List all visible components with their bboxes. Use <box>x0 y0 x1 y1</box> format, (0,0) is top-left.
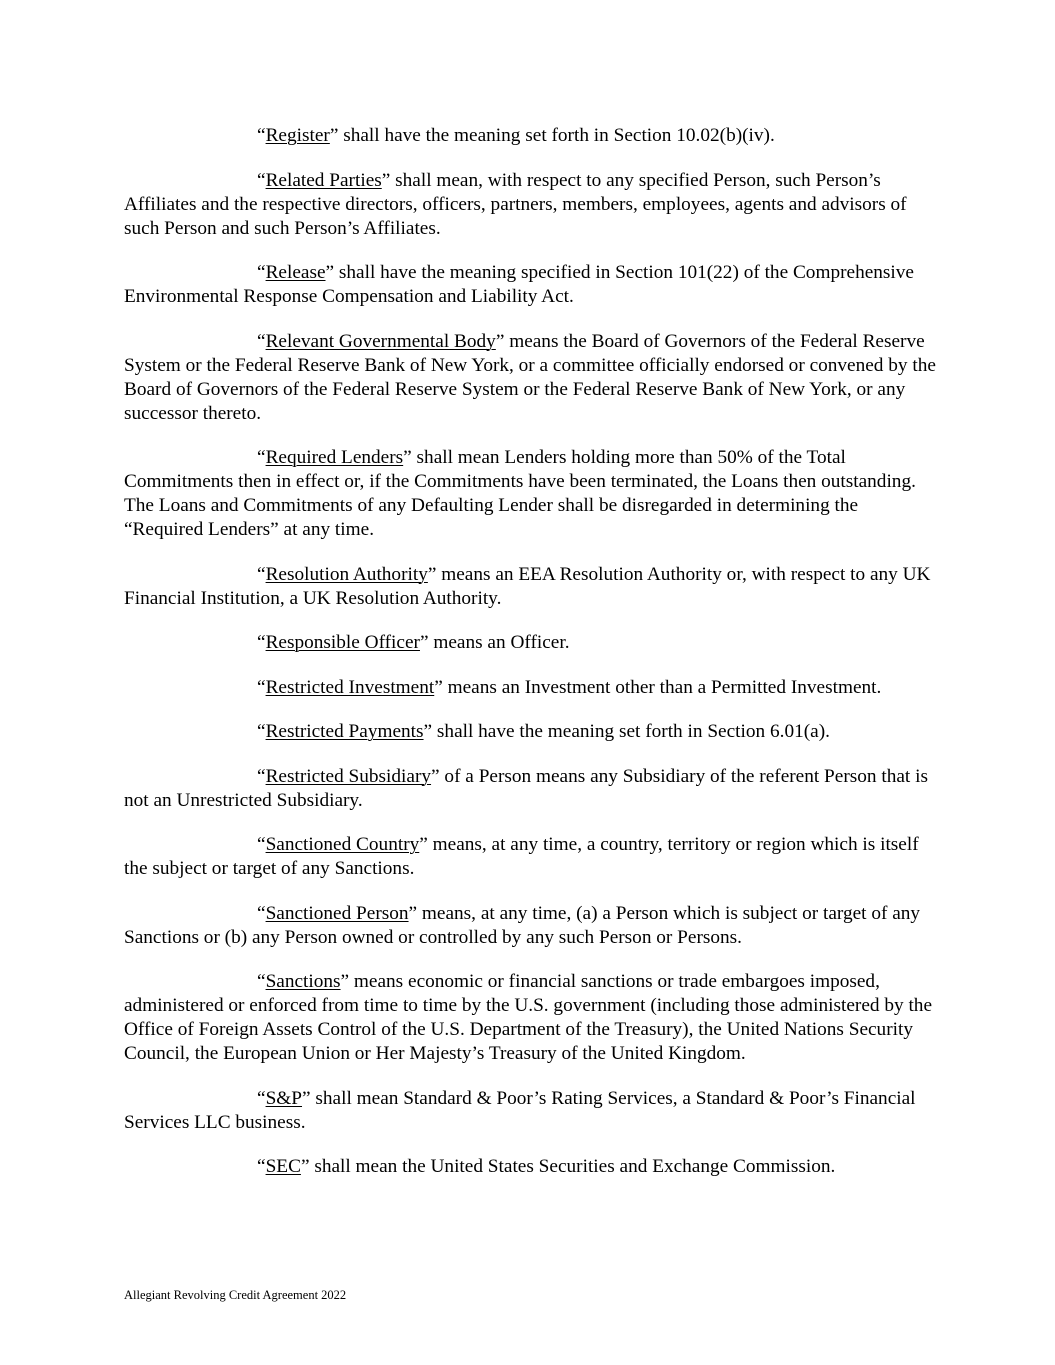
term-register: Register <box>265 125 330 146</box>
definition-text: means an EEA Resolution Authority or, with respect to any UK Financial Institution, a UK Resolution Authority. <box>124 563 931 609</box>
definition-text: means economic or financial sanctions or trade embargoes imposed, administered or enforced from time to time by the U.S. government (including those administered by the Office of Foreign Assets Control of the U.S. Department of the Treasury), the United Nations Security Council, the European Union or Her Majesty’s Treasury of the United Kingdom. <box>124 971 933 1064</box>
term-restricted-subsidiary: Restricted Subsidiary <box>265 765 432 787</box>
definition-text: shall mean Lenders holding more than 50% of the Total Commitments then in effect or, if the Commitments have been terminated, the Loans then outstanding. The Loans and Commitments of any Defaulting Lender shall be disregarded in determining the “Required Lenders” at any time. <box>124 447 916 540</box>
definition-text: shall have the meaning specified in Section 101(22) of the Comprehensive Environmental Response Compensation and Liability Act. <box>124 262 914 307</box>
term-release: Release <box>265 262 326 283</box>
definitions-list <box>124 124 936 1200</box>
term-required-lenders: Required Lenders <box>265 447 404 468</box>
definition-text: shall have the meaning set forth in Section 6.01(a). <box>432 721 830 742</box>
definition-restricted-investment: “Restricted Investment” means an Investment other than a Permitted Investment. <box>257 676 882 698</box>
definition-text: shall mean Standard & Poor’s Rating Services, a Standard & Poor’s Financial Services LLC business. <box>124 1087 916 1133</box>
definition-text: shall mean the United States Securities and Exchange Commission. <box>309 1156 836 1177</box>
definition-text: shall mean, with respect to any specified Person, such Person’s Affiliates and the respective directors, officers, partners, members, employees, agents and advisors of such Person and such Person’s Affiliates. <box>124 169 907 239</box>
definition-related-parties: “Related Parties” shall mean, with respect to any specified Person, such Person’s Affiliates and the respective directors, officers, partners, members, employees, agents and advisors of such Person and such Person’s Affiliates. <box>124 169 907 239</box>
term-resolution-authority: Resolution Authority <box>265 563 428 585</box>
definition-release: “Release” shall have the meaning specified in Section 101(22) of the Comprehensive Environmental Response Compensation and Liability Act. <box>124 262 914 307</box>
definition-text: shall have the meaning set forth in Section 10.02(b)(iv). <box>338 125 775 146</box>
definition-sanctions: “Sanctions” means economic or financial sanctions or trade embargoes imposed, administered or enforced from time to time by the U.S. government (including those administered by the Office of Foreign Assets Control of the U.S. Department of the Treasury), the United Nations Security Council, the European Union or Her Majesty’s Treasury of the United Kingdom. <box>124 971 933 1064</box>
definition-restricted-subsidiary: “Restricted Subsidiary” of a Person means any Subsidiary of the referent Person that is not an Unrestricted Subsidiary. <box>124 765 928 811</box>
term-relevant-governmental-body: Relevant Governmental Body <box>265 330 496 352</box>
definition-required-lenders: “Required Lenders” shall mean Lenders holding more than 50% of the Total Commitments then in effect or, if the Commitments have been terminated, the Loans then outstanding. The Loans and Commitments of any Defaulting Lender shall be disregarded in determining the “Required Lenders” at any time. <box>124 447 916 540</box>
term-sec: SEC <box>265 1156 301 1177</box>
definition-text: means the Board of Governors of the Federal Reserve System or the Federal Reserve Bank of New York, or a committee officially endorsed or convened by the Board of Governors of the Federal Reserve System or the Federal Reserve Bank of New York, or any successor thereto. <box>124 330 936 424</box>
definition-resolution-authority: “Resolution Authority” means an EEA Resolution Authority or, with respect to any UK Financial Institution, a UK Resolution Authority. <box>124 563 931 609</box>
definition-s-and-p: “S&P” shall mean Standard & Poor’s Rating Services, a Standard & Poor’s Financial Services LLC business. <box>124 1087 916 1133</box>
definition-register: “Register” shall have the meaning set forth in Section 10.02(b)(iv). <box>257 125 775 146</box>
definition-sanctioned-person: “Sanctioned Person” means, at any time, (a) a Person which is subject or target of any Sanctions or (b) any Person owned or controlled by any such Person or Persons. <box>124 902 921 948</box>
definition-sec: “SEC” shall mean the United States Securities and Exchange Commission. <box>257 1156 836 1177</box>
term-s-and-p: S&P <box>265 1087 303 1109</box>
term-sanctions: Sanctions <box>265 971 341 992</box>
definition-text: means an Officer. <box>428 632 570 653</box>
definition-text: means, at any time, a country, territory or region which is itself the subject or target of any Sanctions. <box>124 834 919 879</box>
definition-relevant-governmental-body: “Relevant Governmental Body” means the Board of Governors of the Federal Reserve System or the Federal Reserve Bank of New York, or a committee officially endorsed or convened by the Board of Governors of the Federal Reserve System or the Federal Reserve Bank of New York, or any successor thereto. <box>124 330 936 424</box>
term-restricted-payments: Restricted Payments <box>265 721 424 742</box>
definition-text: means an Investment other than a Permitted Investment. <box>442 676 882 698</box>
definition-sanctioned-country: “Sanctioned Country” means, at any time, a country, territory or region which is itself the subject or target of any Sanctions. <box>124 834 919 879</box>
page-footer: Allegiant Revolving Credit Agreement 2022 <box>124 1288 347 1302</box>
definition-responsible-officer: “Responsible Officer” means an Officer. <box>257 632 570 653</box>
term-sanctioned-country: Sanctioned Country <box>265 834 420 855</box>
term-restricted-investment: Restricted Investment <box>265 676 435 698</box>
definition-text: means, at any time, (a) a Person which is subject or target of any Sanctions or (b) any Person owned or controlled by any such Person or Persons. <box>124 902 921 948</box>
term-responsible-officer: Responsible Officer <box>265 632 420 653</box>
term-related-parties: Related Parties <box>265 169 382 191</box>
definition-restricted-payments: “Restricted Payments” shall have the meaning set forth in Section 6.01(a). <box>257 721 830 742</box>
definition-text: of a Person means any Subsidiary of the referent Person that is not an Unrestricted Subsidiary. <box>124 765 928 811</box>
term-sanctioned-person: Sanctioned Person <box>265 902 409 924</box>
